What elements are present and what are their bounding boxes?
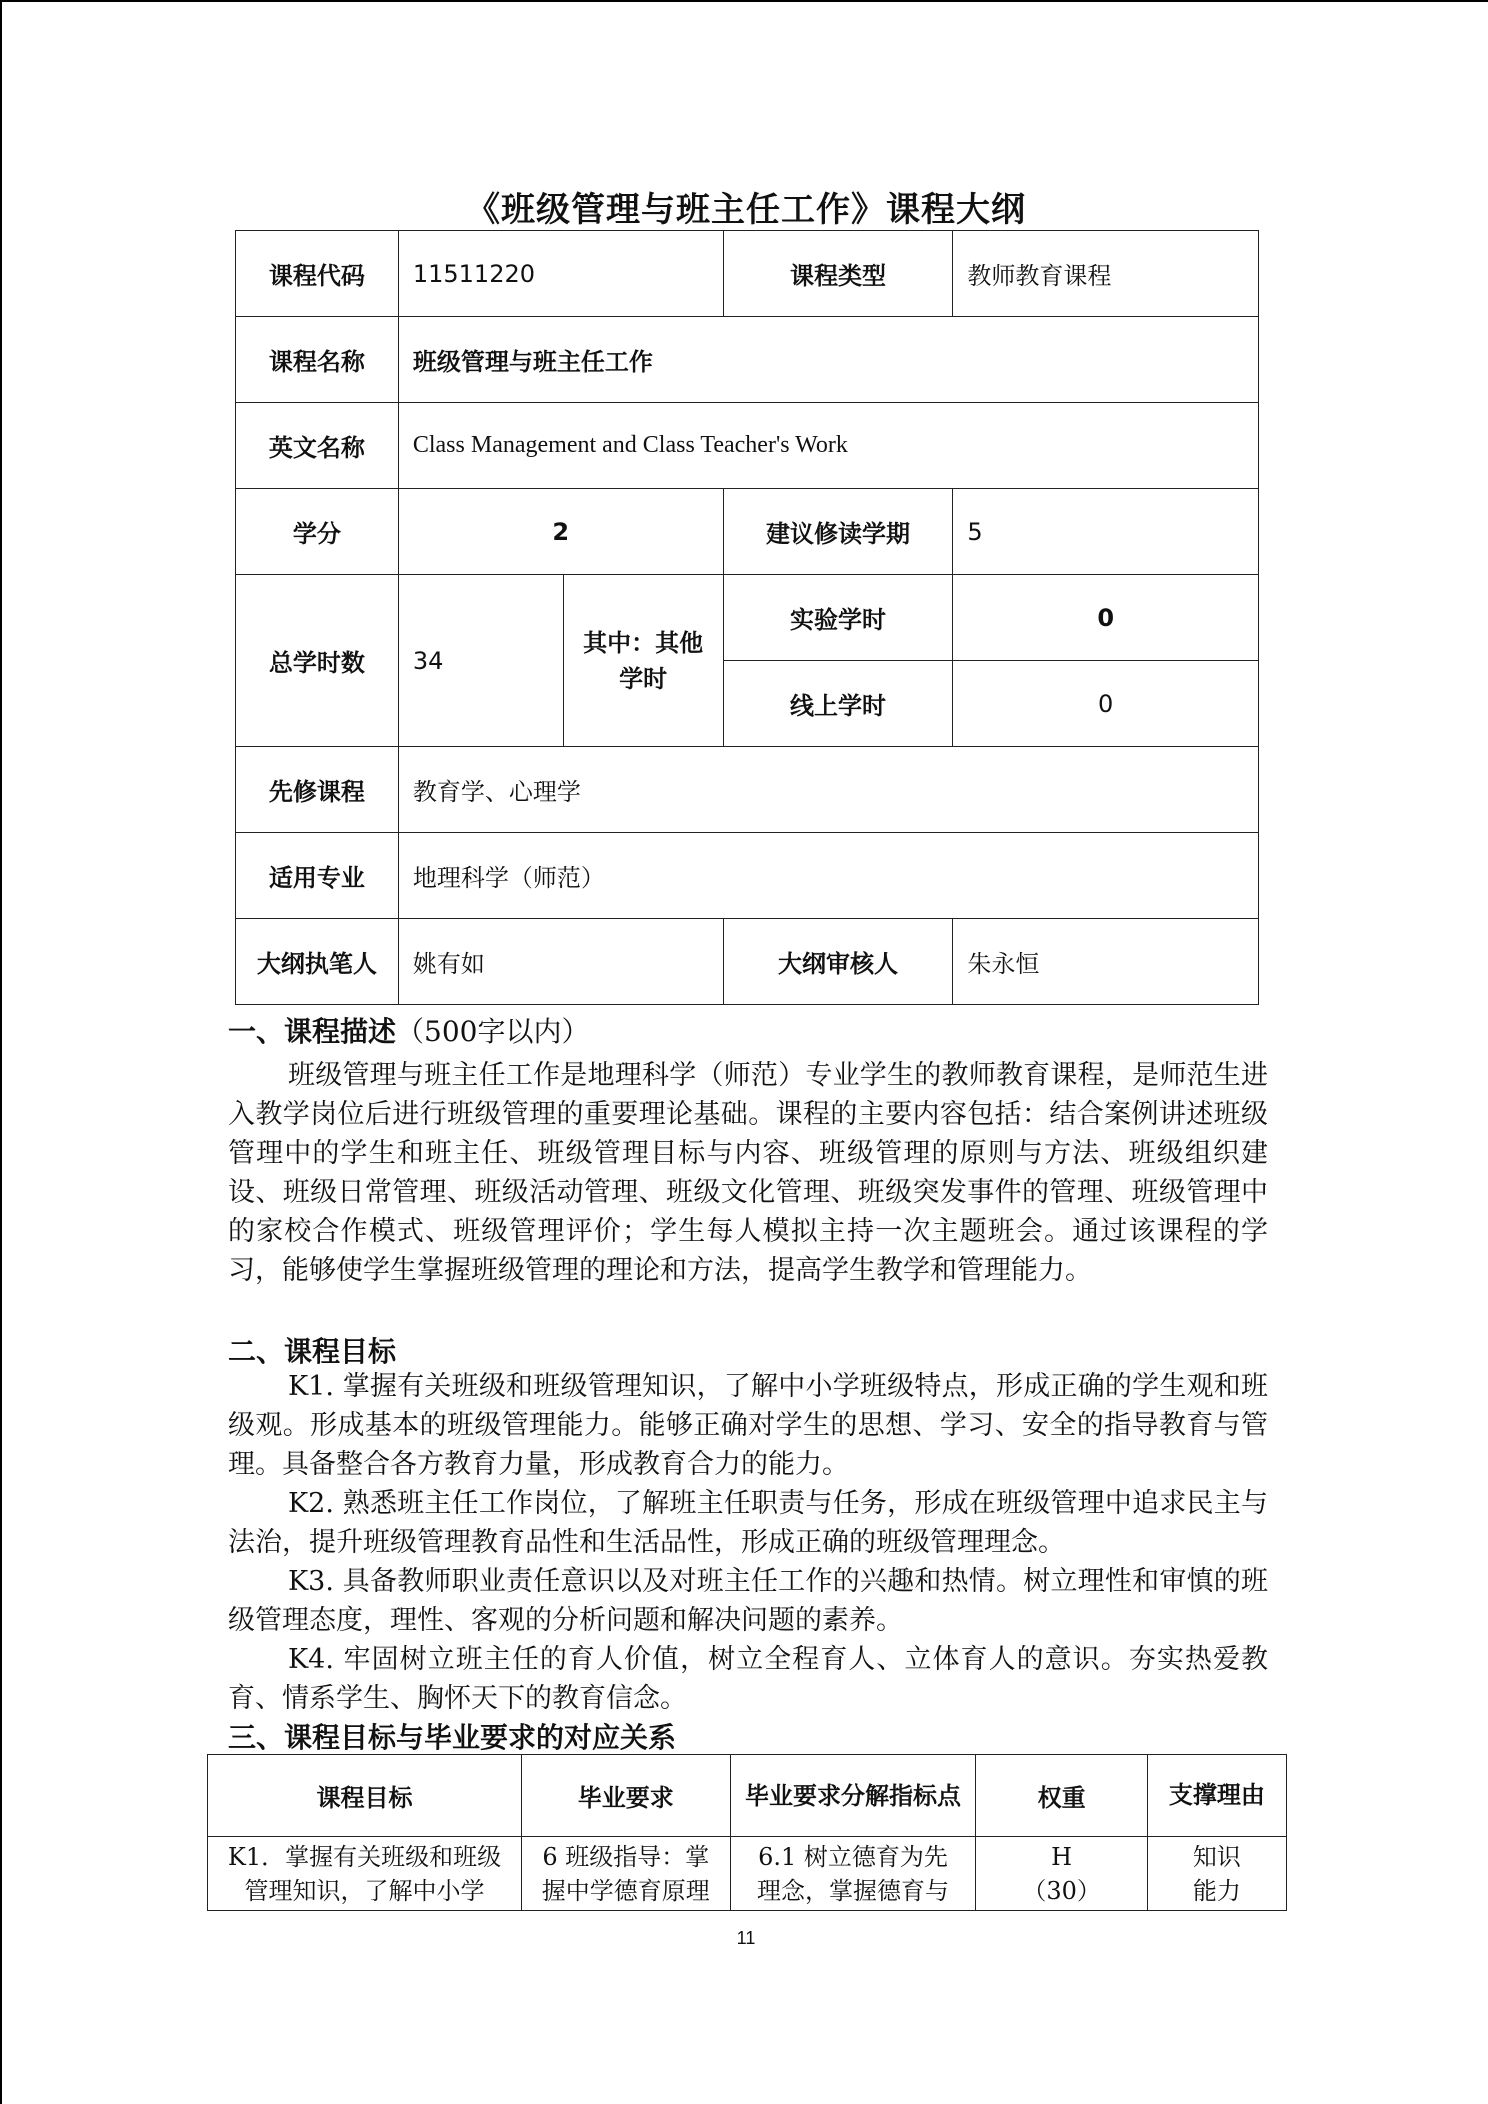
other-hours-label: 其中：其他学时 bbox=[563, 575, 723, 747]
en-label: 英文名称 bbox=[236, 403, 399, 489]
course-info-table bbox=[235, 230, 1259, 1005]
reviewer-label: 大纲审核人 bbox=[723, 919, 953, 1005]
reviewer-value: 朱永恒 bbox=[953, 919, 1259, 1005]
section-goals-heading: 二、课程目标 bbox=[228, 1335, 397, 1368]
course-description: 班级管理与班主任工作是地理科学（师范）专业学生的教师教育课程，是师范生进入教学岗位后进行班级管理的重要理论基础。课程的主要内容包括：结合案例讲述班级管理中的学生和班主任、班级管理目标与内容、班级管理的原则与方法、班级组织建设、班级日常管理、班级活动管理、班级文化管理、班级突发事件的管理、班级管理中的家校合作模式、班级管理评价；学生每人模拟主持一次主题班会。通过该课程的学习，能够使学生掌握班级管理的理论和方法，提高学生教学和管理能力。 bbox=[228, 1060, 1268, 1286]
code-label: 课程代码 bbox=[236, 231, 399, 317]
type-label: 课程类型 bbox=[723, 231, 953, 317]
goal-k3: K3. 具备教师职业责任意识以及对班主任工作的兴趣和热情。树立理性和审慎的班级管理态度，理性、客观的分析问题和解决问题的素养。 bbox=[228, 1566, 1268, 1636]
row-indicator: 6.1 树立德育为先理念，掌握德育与 bbox=[730, 1837, 976, 1911]
name-label: 课程名称 bbox=[236, 317, 399, 403]
author-label: 大纲执笔人 bbox=[236, 919, 399, 1005]
col-indicator: 毕业要求分解指标点 bbox=[730, 1755, 976, 1837]
term-label: 建议修读学期 bbox=[723, 489, 953, 575]
section-mapping-heading: 三、课程目标与毕业要求的对应关系 bbox=[228, 1721, 677, 1754]
goal-k1: K1. 掌握有关班级和班级管理知识，了解中小学班级特点，形成正确的学生观和班级观。形成基本的班级管理能力。能够正确对学生的思想、学习、安全的指导教育与管理。具备整合各方教育力量，形成教育合力的能力。 bbox=[228, 1371, 1268, 1480]
course-code: 11511220 bbox=[398, 231, 723, 317]
row-requirement: 6 班级指导：掌握中学德育原理 bbox=[522, 1837, 731, 1911]
credit-value: 2 bbox=[398, 489, 723, 575]
row-reason: 知识能力 bbox=[1147, 1837, 1286, 1911]
goal-k4: K4. 牢固树立班主任的育人价值，树立全程育人、立体育人的意识。夯实热爱教育、情系学生、胸怀天下的教育信念。 bbox=[228, 1644, 1268, 1714]
online-hours-label: 线上学时 bbox=[723, 661, 953, 747]
col-requirement: 毕业要求 bbox=[522, 1755, 731, 1837]
row-weight: H（30） bbox=[976, 1837, 1148, 1911]
online-hours-value: 0 bbox=[953, 661, 1259, 747]
prereq-value: 教育学、心理学 bbox=[398, 747, 1258, 833]
page-title: 《班级管理与班主任工作》课程大纲 bbox=[466, 190, 1026, 230]
course-type: 教师教育课程 bbox=[953, 231, 1259, 317]
goal-k2: K2. 熟悉班主任工作岗位，了解班主任职责与任务，形成在班级管理中追求民主与法治，提升班级管理教育品性和生活品性，形成正确的班级管理理念。 bbox=[228, 1488, 1268, 1558]
term-value: 5 bbox=[953, 489, 1259, 575]
page-number: 11 bbox=[736, 1928, 756, 1948]
author-value: 姚有如 bbox=[398, 919, 723, 1005]
section-description-title: 一、课程描述 bbox=[228, 1015, 397, 1048]
course-english-name: Class Management and Class Teacher's Work bbox=[398, 403, 1258, 489]
row-goal: K1．掌握有关班级和班级管理知识，了解中小学 bbox=[208, 1837, 522, 1911]
col-reason: 支撑理由 bbox=[1147, 1755, 1286, 1837]
col-weight: 权重 bbox=[976, 1755, 1148, 1837]
table-row bbox=[208, 1837, 1287, 1911]
major-label: 适用专业 bbox=[236, 833, 399, 919]
hours-label: 总学时数 bbox=[236, 575, 399, 747]
hours-value: 34 bbox=[398, 575, 563, 747]
section-description-note: （500字以内） bbox=[396, 1015, 590, 1048]
course-name: 班级管理与班主任工作 bbox=[398, 317, 1258, 403]
credit-label: 学分 bbox=[236, 489, 399, 575]
major-value: 地理科学（师范） bbox=[398, 833, 1258, 919]
section-description-heading bbox=[228, 1010, 589, 1050]
prereq-label: 先修课程 bbox=[236, 747, 399, 833]
goal-requirement-table bbox=[207, 1754, 1287, 1911]
col-goal: 课程目标 bbox=[208, 1755, 522, 1837]
lab-hours-value: 0 bbox=[953, 575, 1259, 661]
lab-hours-label: 实验学时 bbox=[723, 575, 953, 661]
